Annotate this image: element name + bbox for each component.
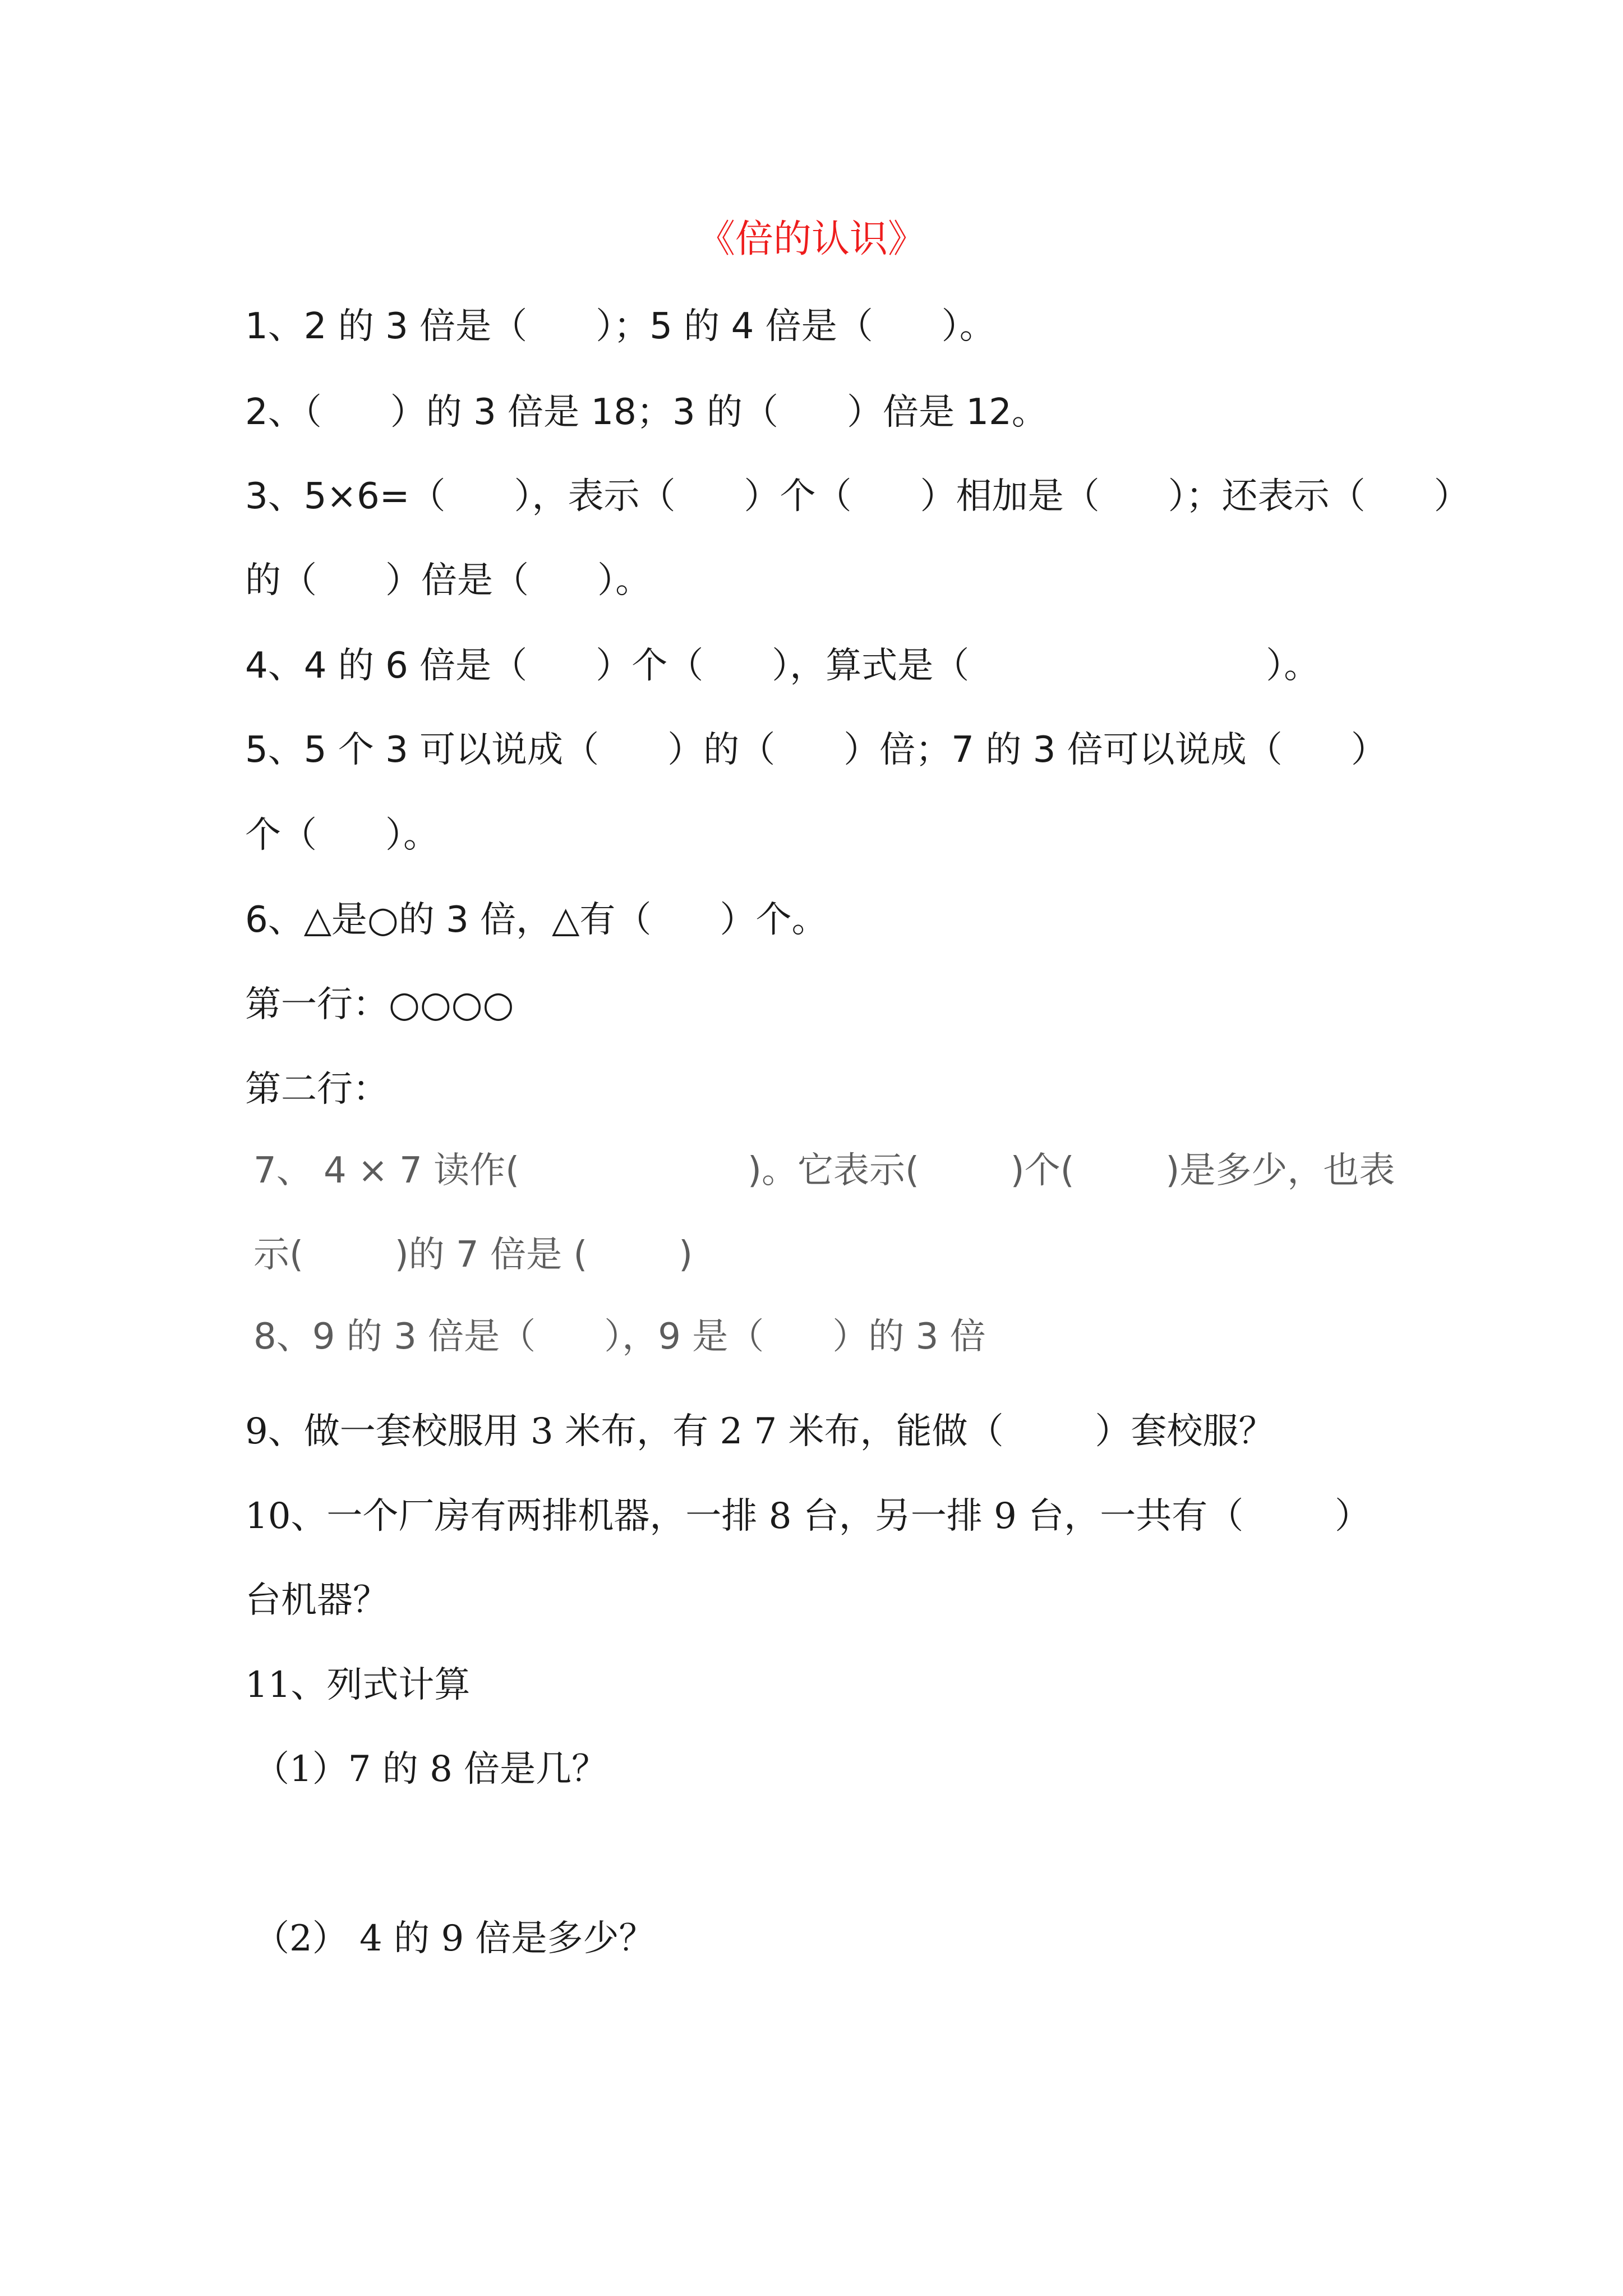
- question-2: 2、（ ）的 3 倍是 18；3 的（ ）倍是 12。: [245, 392, 1048, 433]
- question-10-continued: 台机器？: [245, 1580, 389, 1621]
- question-7: 7、 4 × 7 读作( )。它表示( )个( )是多少，也表: [253, 1150, 1395, 1191]
- question-5: 5、5 个 3 可以说成（ ）的（ ）倍；7 的 3 倍可以说成（ ）: [245, 729, 1387, 771]
- question-6-row-2: 第二行：: [245, 1069, 389, 1110]
- question-7-continued: 示( )的 7 倍是 ( ): [253, 1234, 693, 1276]
- question-3-continued: 的（ ）倍是（ ）。: [245, 560, 652, 601]
- question-1: 1、2 的 3 倍是（ ）；5 的 4 倍是（ ）。: [245, 306, 995, 347]
- question-4: 4、4 的 6 倍是（ ）个（ ），算式是（ ）。: [245, 645, 1320, 687]
- question-8: 8、9 的 3 倍是（ ），9 是（ ）的 3 倍: [253, 1316, 986, 1358]
- question-9: 9、做一套校服用 3 米布，有 2 7 米布，能做（ ）套校服？: [245, 1411, 1275, 1452]
- page-title: 《倍的认识》: [697, 217, 926, 261]
- question-11-part-2: （2） 4 的 9 倍是多少？: [253, 1918, 655, 1959]
- question-3: 3、5×6=（ ），表示（ ）个（ ）相加是（ ）；还表示（ ）: [245, 476, 1470, 517]
- question-11-part-1: （1）7 的 8 倍是几？: [253, 1749, 608, 1790]
- question-5-continued: 个（ ）。: [245, 815, 440, 856]
- question-11: 11、列式计算: [245, 1664, 471, 1706]
- question-10: 10、一个厂房有两排机器，一排 8 台，另一排 9 台，一共有（ ）: [245, 1496, 1371, 1537]
- question-6: 6、△是○的 3 倍，△有（ ）个。: [245, 899, 828, 941]
- question-6-row-1: 第一行：○○○○: [245, 984, 514, 1025]
